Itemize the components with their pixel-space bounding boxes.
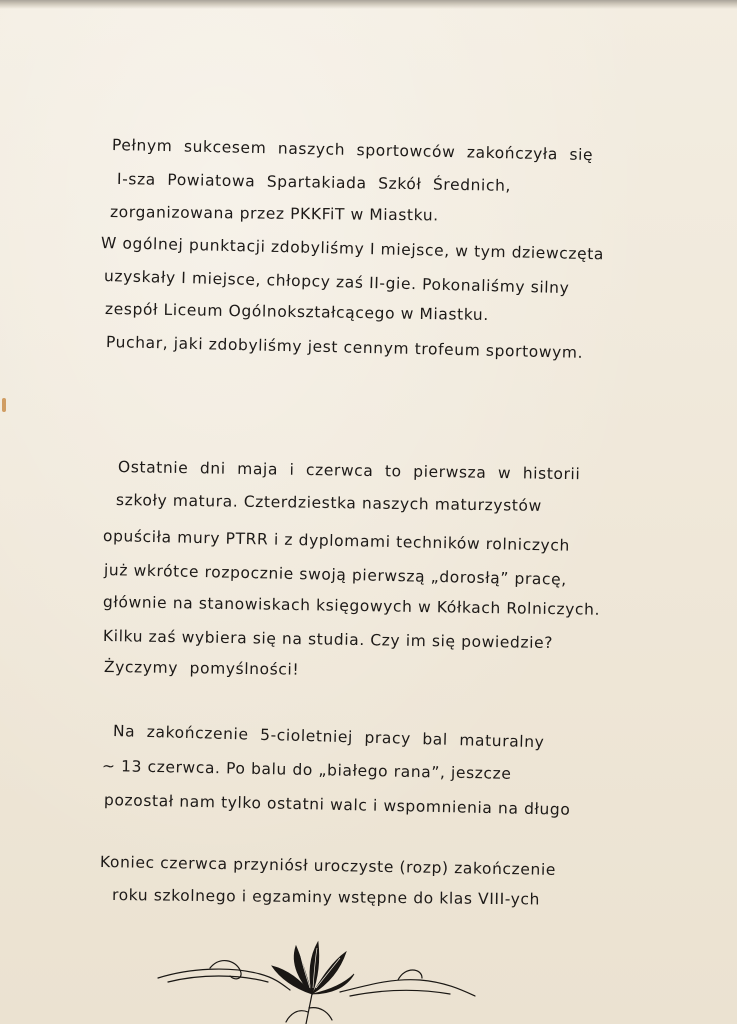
flower-ornament	[150, 938, 480, 1024]
paragraph-3-line-1: Na zakończenie 5-cioletniej pracy bal maturalny	[112, 722, 545, 752]
paragraph-3-line-3: pozostał nam tylko ostatni walc i wspomnienia na długo	[103, 791, 571, 819]
paragraph-1-line-4: W ogólnej punktacji zdobyliśmy I miejsce, w tym dziewczęta	[100, 234, 605, 264]
paragraph-2-line-2: szkoły matura. Czterdziestka naszych maturzystów	[115, 491, 542, 515]
paragraph-1-line-6: zespół Liceum Ogólnokształcącego w Miastku.	[104, 300, 489, 325]
paragraph-1-line-5: uzyskały I miejsce, chłopcy zaś II-gie. Pokonaliśmy silny	[103, 267, 570, 298]
paragraph-2-line-5: głównie na stanowiskach księgowych w Kółkach Rolniczych.	[102, 593, 601, 619]
paragraph-1-line-7: Puchar, jaki zdobyliśmy jest cennym trofeum sportowym.	[105, 333, 584, 362]
paragraph-2-line-1: Ostatnie dni maja i czerwca to pierwsza w historii	[117, 458, 581, 484]
paragraph-4-line-1: Koniec czerwca przyniósł uroczyste (rozp) zakończenie	[99, 853, 557, 879]
paragraph-4-line-2: roku szkolnego i egzaminy wstępne do klas VIII-ych	[111, 886, 541, 909]
paragraph-2-line-6: Kilku zaś wybiera się na studia. Czy im się powiedzie?	[102, 627, 554, 653]
paragraph-2-line-3: opuściła mury PTRR i z dyplomami techników rolniczych	[102, 527, 571, 555]
paper-stain	[2, 398, 6, 412]
paragraph-3-line-2: ~ 13 czerwca. Po balu do „białego rana”, jeszcze	[101, 757, 512, 783]
paragraph-1-line-2: I-sza Powiatowa Spartakiada Szkół Średnich,	[116, 170, 512, 195]
paragraph-1-line-3: zorganizowana przez PKKFiT w Miastku.	[109, 203, 439, 225]
paragraph-2-line-4: już wkrótce rozpocznie swoją pierwszą „dorosłą” pracę,	[103, 561, 567, 589]
paragraph-1-line-1: Pełnym sukcesem naszych sportowców zakończyła się	[111, 136, 594, 165]
page-top-edge	[0, 0, 737, 9]
flower-stem	[306, 994, 312, 1024]
paragraph-2-line-7: Życzymy pomyślności!	[103, 658, 300, 679]
